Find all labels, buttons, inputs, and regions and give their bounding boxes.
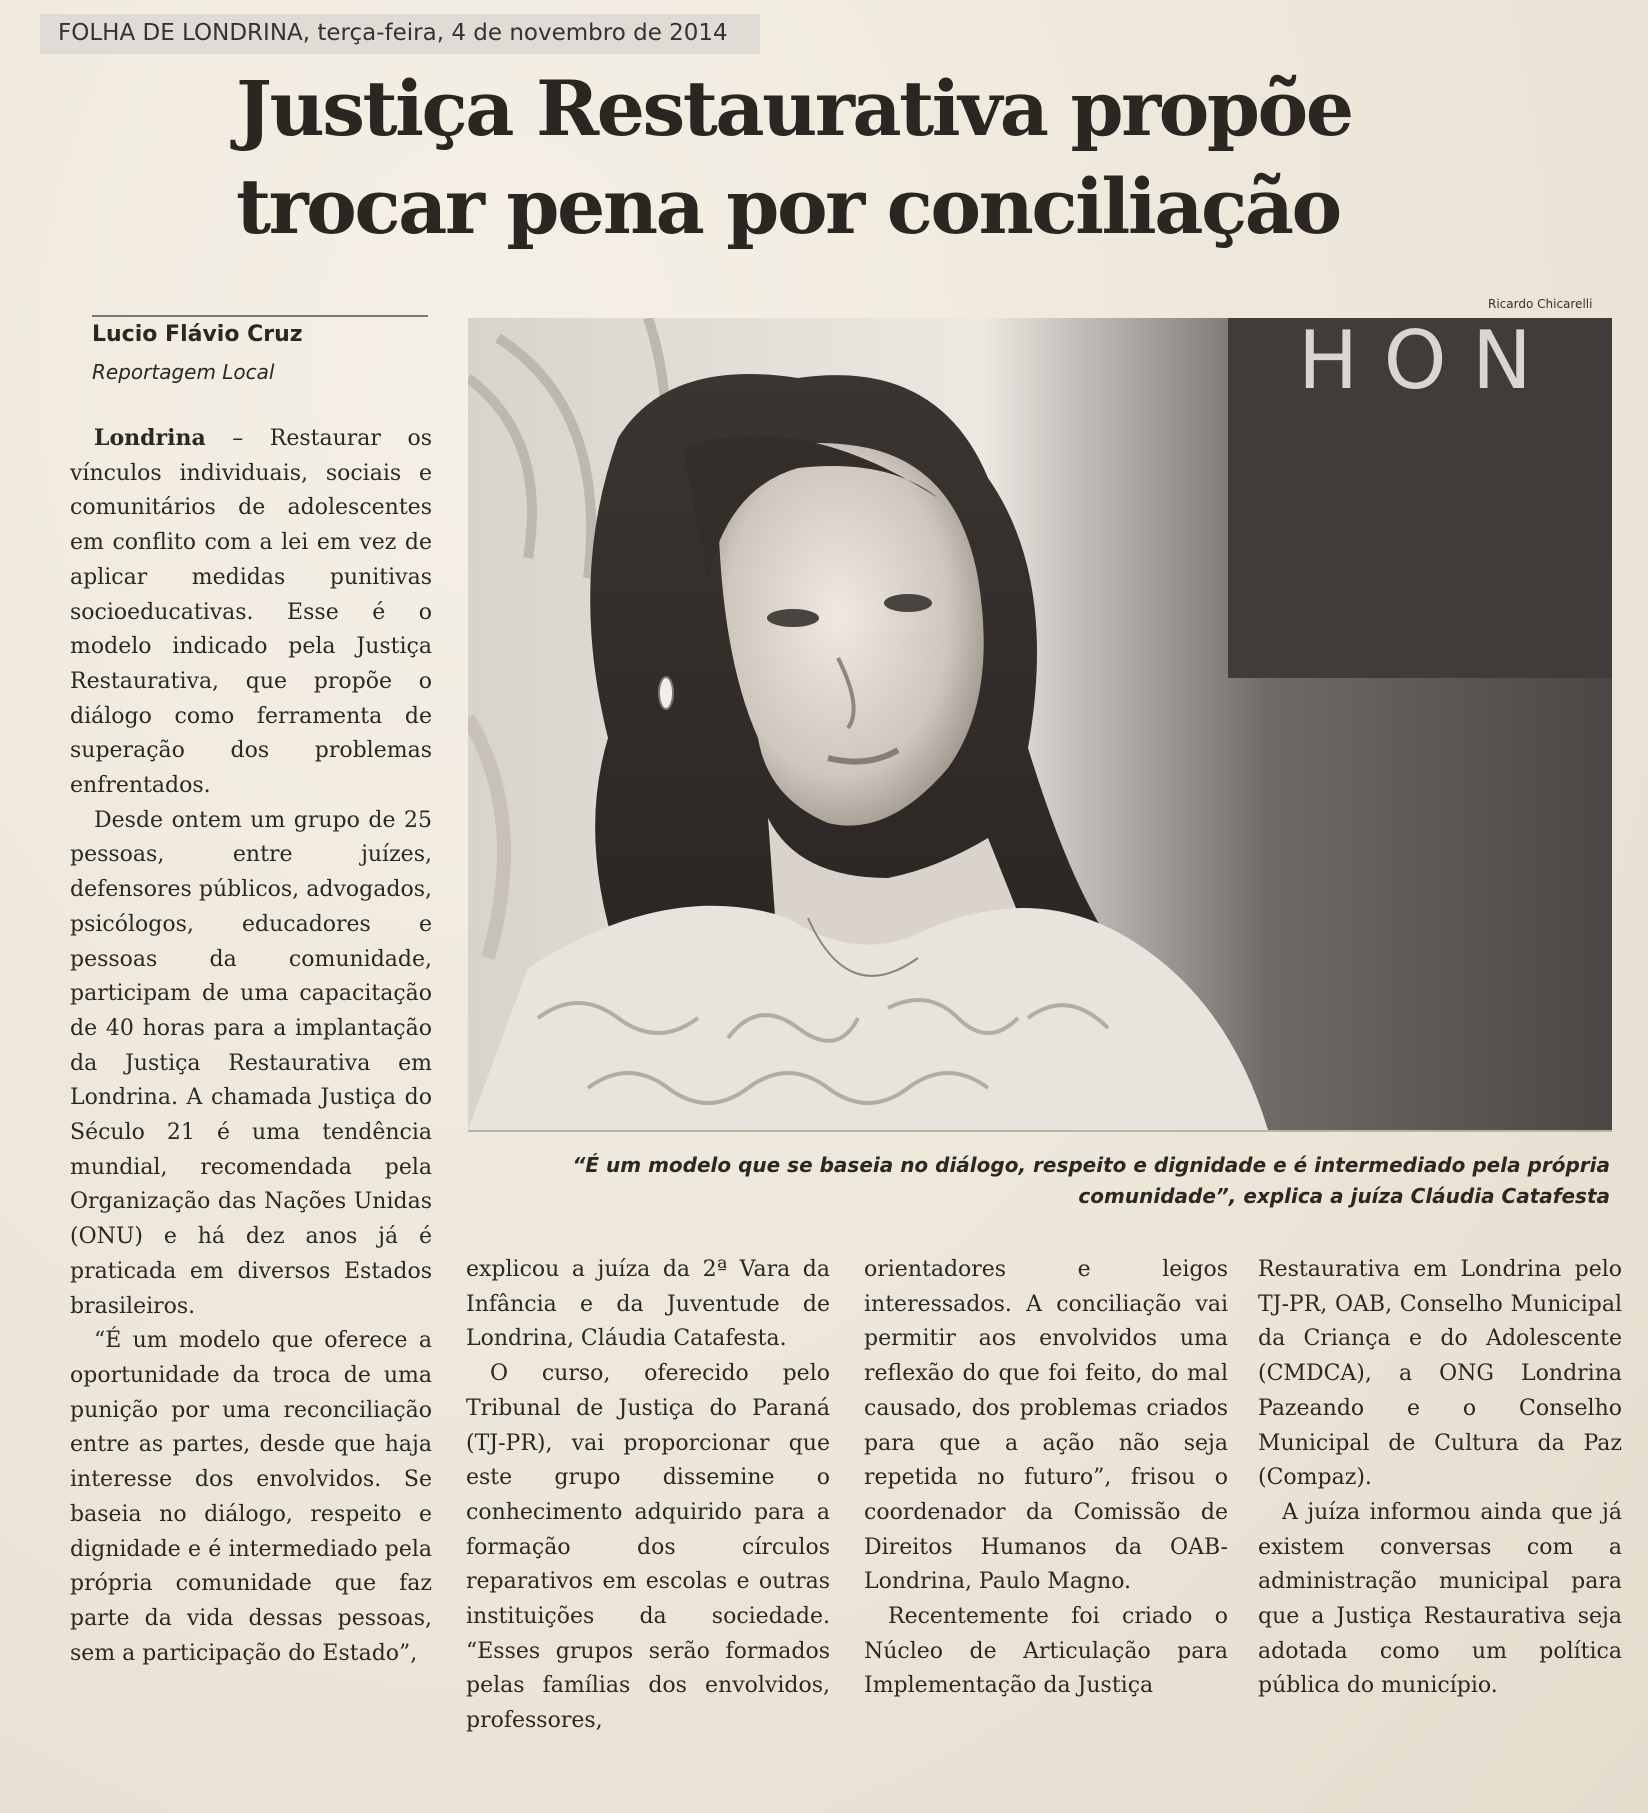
- paragraph-8: Restaurativa em Londrina pelo TJ-PR, OAB, Conselho Municipal da Criança e do Adolescente (CMDCA), a ONG Londrina Pazeando e o Conselho Municipal de Cultura da Paz (Compaz).: [1258, 1257, 1622, 1491]
- article-column-4: [1258, 1253, 1622, 1704]
- folio-line: FOLHA DE LONDRINA, terça-feira, 4 de novembro de 2014: [58, 20, 728, 46]
- author-name: Lucio Flávio Cruz: [92, 322, 303, 347]
- paragraph-3: “É um modelo que oferece a oportunidade da troca de uma punição por uma reconciliação entre as partes, desde que haja interesse dos envolvidos. Se baseia no diálogo, respeito e dignidade e é intermediado pela própria comunidade que faz parte da vida dessas pessoas, sem a participação do Estado”,: [70, 1328, 432, 1666]
- paragraph-1: [70, 421, 432, 804]
- section-label: Reportagem Local: [92, 360, 275, 384]
- byline-rule: [92, 315, 428, 317]
- dateline: Londrina: [94, 425, 206, 451]
- svg-text:H O N: H O N: [1298, 318, 1532, 407]
- headline-line-1: Justiça Restaurativa propõe: [236, 64, 1352, 153]
- photo-illustration: [468, 318, 1612, 1130]
- paragraph-2: Desde ontem um grupo de 25 pessoas, entre juízes, defensores públicos, advogados, psicólogos, educadores e pessoas da comunidade, participam de uma capacitação de 40 horas para a implantação da Justiça Restaurativa em Londrina. A chamada Justiça do Século 21 é uma tendência mundial, recomendada pela Organização das Nações Unidas (ONU) e há dez anos já é praticada em diversos Estados brasileiros.: [70, 807, 432, 1319]
- photo-caption: “É um modelo que se baseia no diálogo, respeito e dignidade e é intermediado pela própria comunidade”, explica a juíza Cláudia Catafesta: [572, 1153, 1610, 1208]
- photo-credit: Ricardo Chicarelli: [1488, 297, 1593, 311]
- paragraph-1-text: – Restaurar os vínculos individuais, sociais e comunitários de adolescentes em conflito com a lei em vez de aplicar medidas punitivas socioeducativas. Esse é o modelo indicado pela Justiça Restaurativa, que propõe o diálogo como ferramenta de superação dos problemas enfrentados.: [70, 426, 432, 799]
- article-column-3: [864, 1253, 1228, 1704]
- article-column-2: [466, 1253, 830, 1739]
- article-column-1: [70, 421, 432, 1671]
- paragraph-5: O curso, oferecido pelo Tribunal de Justiça do Paraná (TJ-PR), vai proporcionar que este grupo dissemine o conhecimento adquirido para a formação dos círculos reparativos em escolas e outras instituições da sociedade. “Esses grupos serão formados pelas famílias dos envolvidos, professores,: [466, 1361, 830, 1734]
- paragraph-9: A juíza informou ainda que já existem conversas com a administração municipal para que a Justiça Restaurativa seja adotada como um política pública do município.: [1258, 1499, 1622, 1699]
- headline-line-2: trocar pena por conciliação: [236, 162, 1340, 251]
- paragraph-7: Recentemente foi criado o Núcleo de Articulação para Implementação da Justiça: [864, 1604, 1228, 1699]
- article-photo: [468, 318, 1612, 1132]
- headline: [236, 60, 1476, 256]
- paragraph-4: explicou a juíza da 2ª Vara da Infância e da Juventude de Londrina, Cláudia Catafesta.: [466, 1257, 830, 1352]
- paragraph-6: orientadores e leigos interessados. A conciliação vai permitir aos envolvidos uma reflexão do que foi feito, do mal causado, dos problemas criados para que a ação não seja repetida no futuro”, frisou o coordenador da Comissão de Direitos Humanos da OAB-Londrina, Paulo Magno.: [864, 1257, 1228, 1595]
